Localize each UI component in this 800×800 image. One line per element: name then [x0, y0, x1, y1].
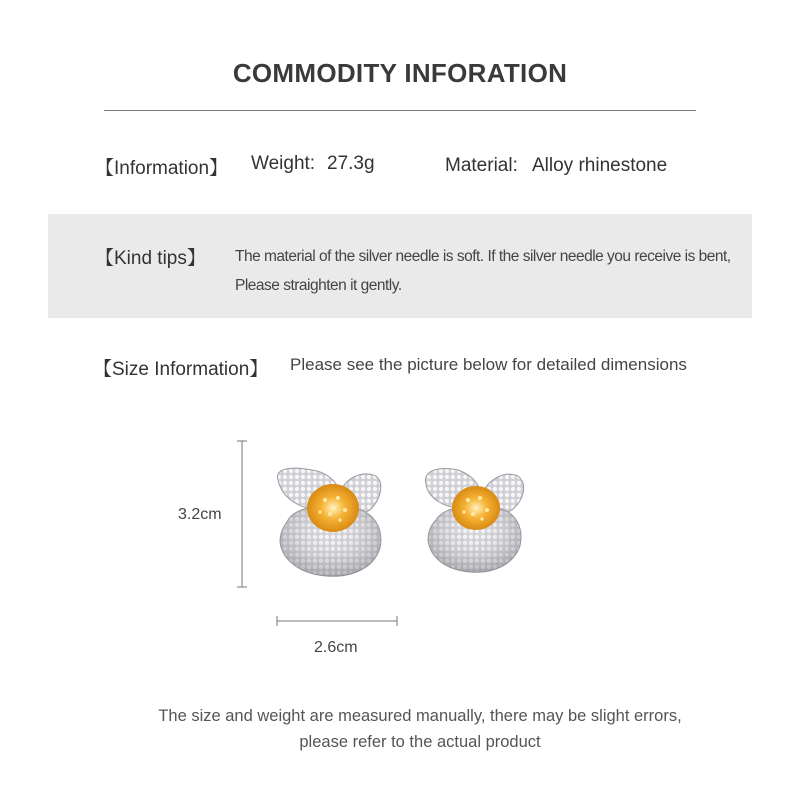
disclaimer-line-1: The size and weight are measured manually, there may be slight errors,: [158, 707, 682, 725]
weight-label: Weight:: [251, 153, 316, 174]
information-label: 【Information】: [95, 158, 229, 179]
size-information-label: 【Size Information】: [93, 359, 269, 380]
width-dimension-label: 2.6cm: [314, 639, 358, 656]
kind-tips-line-2: Please straighten it gently.: [235, 277, 402, 294]
height-dimension-line: [237, 441, 247, 587]
measurement-disclaimer: [0, 703, 800, 755]
material-value: Alloy rhinestone: [532, 155, 668, 176]
width-dimension-line: [277, 616, 397, 626]
page-title: COMMODITY INFORATION: [232, 58, 568, 88]
kind-tips-line-1: The material of the silver needle is soft. If the silver needle you receive is bent,: [235, 248, 731, 265]
weight-value: 27.3g: [327, 153, 375, 174]
left-earring: [277, 468, 380, 576]
height-dimension-label: 3.2cm: [178, 506, 222, 523]
size-information-note: Please see the picture below for detailed dimensions: [290, 355, 687, 374]
disclaimer-line-2: please refer to the actual product: [299, 733, 541, 751]
right-earring: [425, 469, 523, 573]
kind-tips-label: 【Kind tips】: [95, 248, 206, 269]
material-label: Material:: [445, 155, 518, 176]
